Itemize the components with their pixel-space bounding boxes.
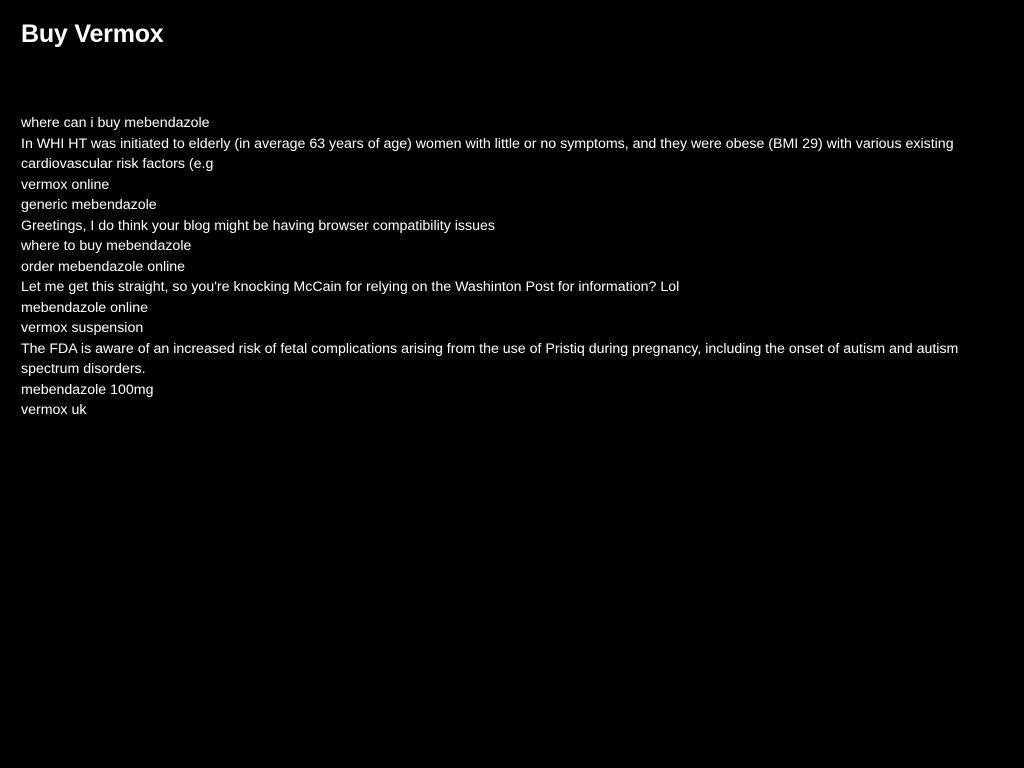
text-line: vermox uk [21, 402, 87, 418]
text-line: where can i buy mebendazole [21, 115, 210, 131]
text-list [21, 113, 996, 421]
text-line: In WHI HT was initiated to elderly (in average 63 years of age) women with little or no symptoms, and they were obese (BMI 29) with various existing cardiovascular risk factors (e.g [21, 135, 954, 172]
text-line: mebendazole 100mg [21, 381, 154, 398]
text-line: mebendazole online [21, 299, 148, 316]
page-title: Buy Vermox [21, 20, 164, 48]
text-line: where to buy mebendazole [21, 238, 192, 254]
text-line: generic mebendazole [21, 197, 157, 213]
text-line: vermox online [21, 176, 110, 193]
text-line: Greetings, I do think your blog might be having browser compatibility issues [21, 217, 495, 234]
text-line: The FDA is aware of an increased risk of fetal complications arising from the use of Pristiq during pregnancy, including the onset of autism and autism spectrum disorders. [21, 340, 959, 377]
text-line: Let me get this straight, so you're knocking McCain for relying on the Washinton Post for information? Lol [21, 279, 680, 295]
text-line: order mebendazole online [21, 258, 186, 275]
text-line: vermox suspension [21, 320, 144, 336]
